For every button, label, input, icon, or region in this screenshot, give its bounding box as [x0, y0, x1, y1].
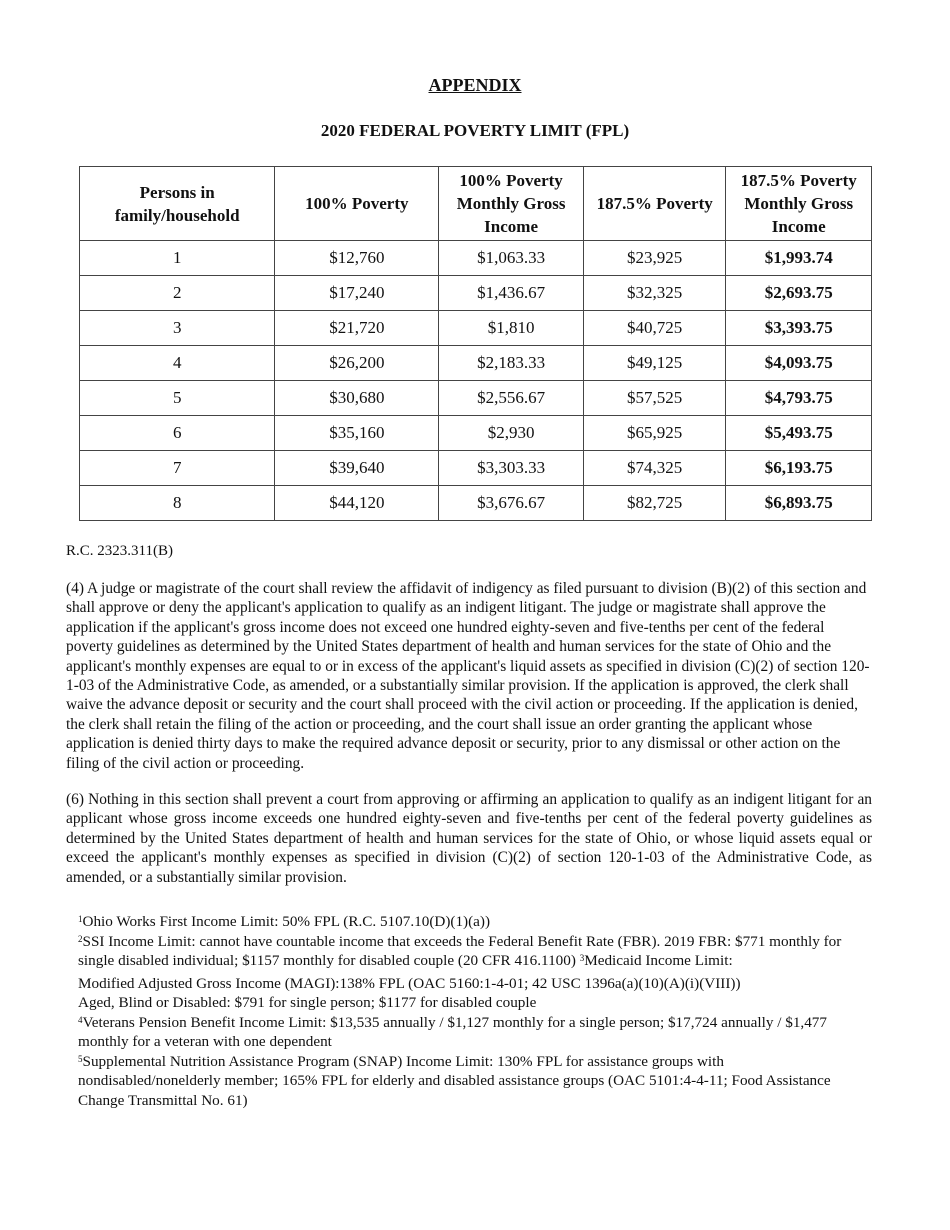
table-cell: $30,680	[275, 381, 439, 416]
table-header-row	[80, 167, 872, 241]
table-row	[80, 346, 872, 381]
footnote-5	[78, 1052, 868, 1111]
table-cell: $49,125	[583, 346, 726, 381]
footnote-text: Supplemental Nutrition Assistance Program (SNAP) Income Limit: 130% FPL for assistance groups with nondisabled/nonelderly member; 165% FPL for elderly and disabled assistance groups (OAC 5101:4-4-11; Food Assistance Change Transmittal No. 61)	[78, 1052, 831, 1109]
table-cell: $26,200	[275, 346, 439, 381]
table-cell: $17,240	[275, 276, 439, 311]
table-cell: $2,930	[439, 416, 584, 451]
column-header: 187.5% Poverty Monthly Gross Income	[726, 167, 872, 241]
footnote-1	[78, 912, 868, 932]
table-cell: $1,810	[439, 311, 584, 346]
table-cell: 2	[80, 276, 275, 311]
table-cell: $2,693.75	[726, 276, 872, 311]
table-cell: $5,493.75	[726, 416, 872, 451]
table-row	[80, 451, 872, 486]
table-cell: $57,525	[583, 381, 726, 416]
table-row	[80, 381, 872, 416]
table-cell: 8	[80, 486, 275, 521]
table-cell: $82,725	[583, 486, 726, 521]
table-cell: 6	[80, 416, 275, 451]
table-cell: $40,725	[583, 311, 726, 346]
paragraph-4: (4) A judge or magistrate of the court shall review the affidavit of indigency as filed pursuant to division (B)(2) of this section and shall approve or deny the applicant's application to qualify as an indigent litigant. The judge or magistrate shall approve the application if the applicant's gross income does not exceed one hundred eighty-seven and five-tenths per cent of the federal poverty guidelines as determined by the United States department of health and human services for the state of Ohio and the applicant's monthly expenses are equal to or in excess of the applicant's liquid assets as specified in division (C)(2) of section 120-1-03 of the Administrative Code, as amended, or a substantially similar provision. If the application is approved, the clerk shall waive the advance deposit or security and the court shall proceed with the civil action or proceeding. If the application is denied, the clerk shall retain the filing of the action or proceeding, and the court shall issue an order granting the applicant whose application is denied thirty days to make the required advance deposit or security, prior to any dismissal or other action on the filing of the civil action or proceeding.	[66, 580, 870, 772]
footnote-text: Ohio Works First Income Limit: 50% FPL (R.C. 5107.10(D)(1)(a))	[82, 913, 491, 930]
appendix-title: APPENDIX	[428, 75, 522, 95]
footnote-text: SSI Income Limit: cannot have countable income that exceeds the Federal Benefit Rate (FBR). 2019 FBR: $771 monthly for single disabled individual; $1157 monthly for disabled couple (20 CFR 416.1100)	[78, 932, 842, 969]
table-cell: $4,793.75	[726, 381, 872, 416]
footnote-4	[78, 1013, 868, 1052]
table-cell: $21,720	[275, 311, 439, 346]
table-cell: $2,556.67	[439, 381, 584, 416]
table-title: 2020 FEDERAL POVERTY LIMIT (FPL)	[320, 121, 630, 140]
table-cell: $3,393.75	[726, 311, 872, 346]
footnote-marker: 4	[78, 1014, 83, 1025]
table-cell: $23,925	[583, 241, 726, 276]
table-cell: $44,120	[275, 486, 439, 521]
table-cell: $32,325	[583, 276, 726, 311]
statute-reference: R.C. 2323.311(B)	[66, 543, 173, 559]
table-cell: 7	[80, 451, 275, 486]
table-cell: 3	[80, 311, 275, 346]
table-cell: $1,993.74	[726, 241, 872, 276]
footnote-marker: 2	[78, 933, 83, 944]
column-header: Persons in family/household	[80, 167, 275, 241]
footnote-text: Veterans Pension Benefit Income Limit: $13,535 annually / $1,127 monthly for a single person; $17,724 annually / $1,477 monthly for a veteran with one dependent	[78, 1013, 827, 1050]
footnote-marker: 5	[78, 1053, 83, 1064]
table-row	[80, 416, 872, 451]
footnote-marker: 1	[78, 914, 83, 924]
table-row	[80, 276, 872, 311]
table-cell: $6,193.75	[726, 451, 872, 486]
table-cell: $12,760	[275, 241, 439, 276]
footnote-text: Medicaid Income Limit:	[584, 952, 733, 969]
table-cell: $3,303.33	[439, 451, 584, 486]
table-cell: $1,063.33	[439, 241, 584, 276]
table-cell: $2,183.33	[439, 346, 584, 381]
table-cell: $74,325	[583, 451, 726, 486]
table-cell: $4,093.75	[726, 346, 872, 381]
fpl-table	[79, 166, 872, 521]
table-cell: 4	[80, 346, 275, 381]
footnote-marker: 3	[579, 953, 585, 963]
footnotes	[78, 912, 868, 1110]
column-header: 187.5% Poverty	[583, 167, 726, 241]
paragraph-6: (6) Nothing in this section shall prevent a court from approving or affirming an application to qualify as an indigent litigant for an applicant whose gross income exceeds one hundred eighty-seven and five-tenths per cent of the federal poverty guidelines as determined by the United States department of health and human services for the state of Ohio, or whose liquid assets equal or exceed the applicant's monthly expenses as specified in division (C)(2) of section 120-1-03 of the Administrative Code, as amended, or a substantially similar provision.	[66, 791, 872, 886]
table-row	[80, 311, 872, 346]
table-cell: $65,925	[583, 416, 726, 451]
footnote-2	[78, 932, 868, 971]
footnote-3-magi: Modified Adjusted Gross Income (MAGI):138% FPL (OAC 5160:1-4-01; 42 USC 1396a(a)(10)(A)(i)(VIII))	[78, 974, 741, 992]
column-header: 100% Poverty Monthly Gross Income	[439, 167, 584, 241]
table-cell: $6,893.75	[726, 486, 872, 521]
footnote-3-abd: Aged, Blind or Disabled: $791 for single person; $1177 for disabled couple	[78, 994, 537, 1011]
column-header: 100% Poverty	[275, 167, 439, 241]
table-row	[80, 241, 872, 276]
table-cell: 1	[80, 241, 275, 276]
table-cell: 5	[80, 381, 275, 416]
table-cell: $3,676.67	[439, 486, 584, 521]
table-cell: $39,640	[275, 451, 439, 486]
table-cell: $1,436.67	[439, 276, 584, 311]
table-row	[80, 486, 872, 521]
table-cell: $35,160	[275, 416, 439, 451]
